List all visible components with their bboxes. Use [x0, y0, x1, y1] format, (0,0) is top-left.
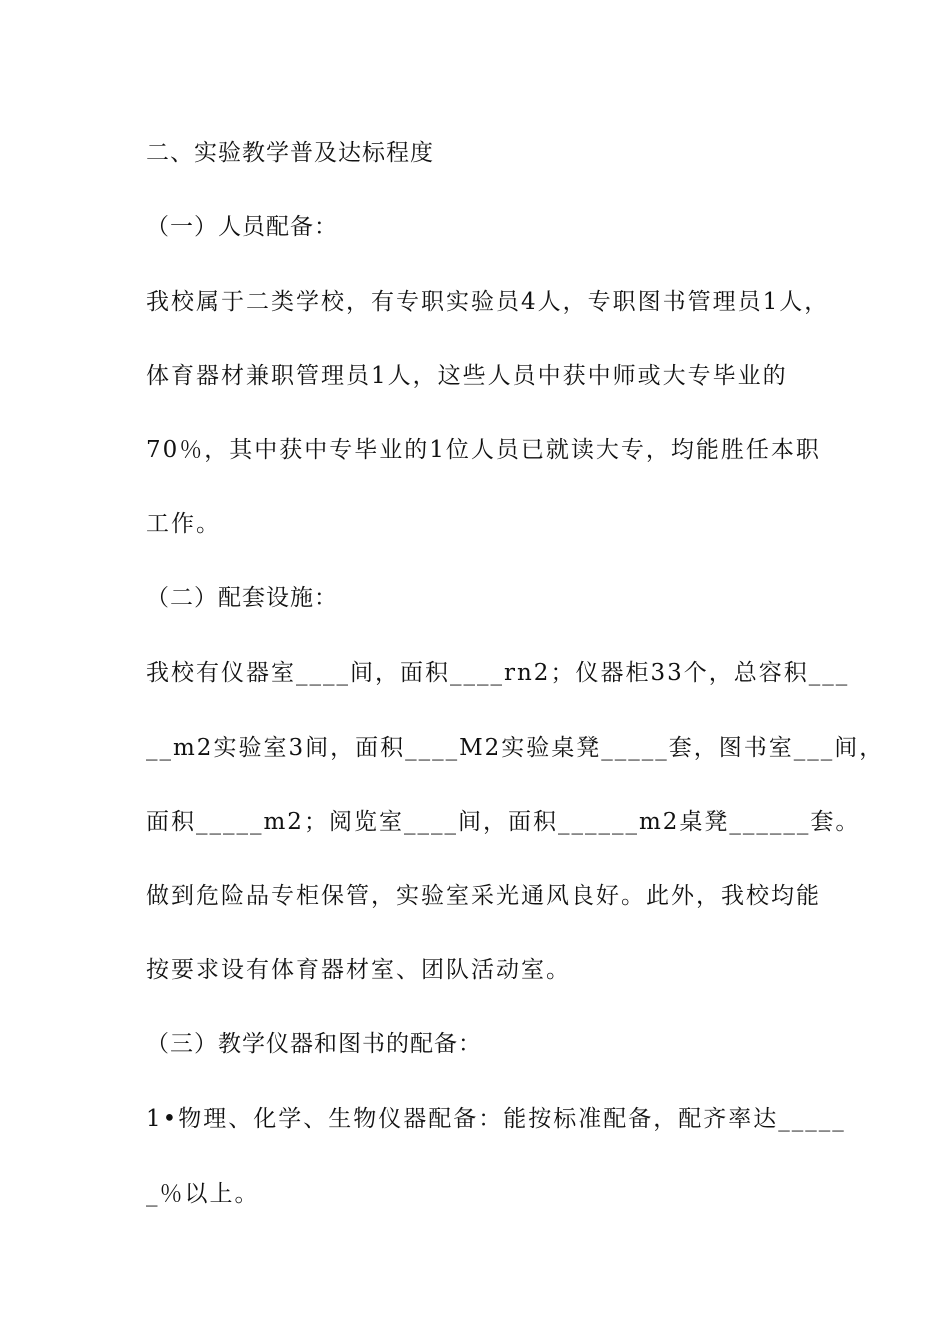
- paragraph-line: 工作。: [146, 511, 221, 537]
- paragraph-line: __m2实验室3间，面积____M2实验桌凳_____套，图书室___间，: [146, 735, 885, 761]
- paragraph-line: 70％，其中获中专毕业的1位人员已就读大专，均能胜任本职: [146, 437, 821, 463]
- paragraph-line: 体育器材兼职管理员1人，这些人员中获中师或大专毕业的: [146, 363, 788, 389]
- paragraph-line: 我校属于二类学校，有专职实验员4人，专职图书管理员1人，: [146, 289, 830, 315]
- subsection-heading-staffing: （一）人员配备：: [146, 214, 338, 240]
- paragraph-line: 1•物理、化学、生物仪器配备：能按标准配备，配齐率达_____: [146, 1106, 846, 1132]
- paragraph-line: 面积_____m2；阅览室____间，面积______m2桌凳______套。: [146, 809, 861, 835]
- subsection-heading-equipment: （三）教学仪器和图书的配备：: [146, 1031, 482, 1057]
- section-heading: 二、实验教学普及达标程度: [146, 140, 434, 166]
- subsection-heading-facilities: （二）配套设施：: [146, 585, 338, 611]
- paragraph-line: 我校有仪器室____间，面积____rn2；仪器柜33个，总容积___: [146, 660, 850, 686]
- paragraph-line: 按要求设有体育器材室、团队活动室。: [146, 957, 571, 983]
- paragraph-line: 做到危险品专柜保管，实验室采光通风良好。此外，我校均能: [146, 883, 821, 909]
- paragraph-line: _％以上。: [146, 1181, 260, 1207]
